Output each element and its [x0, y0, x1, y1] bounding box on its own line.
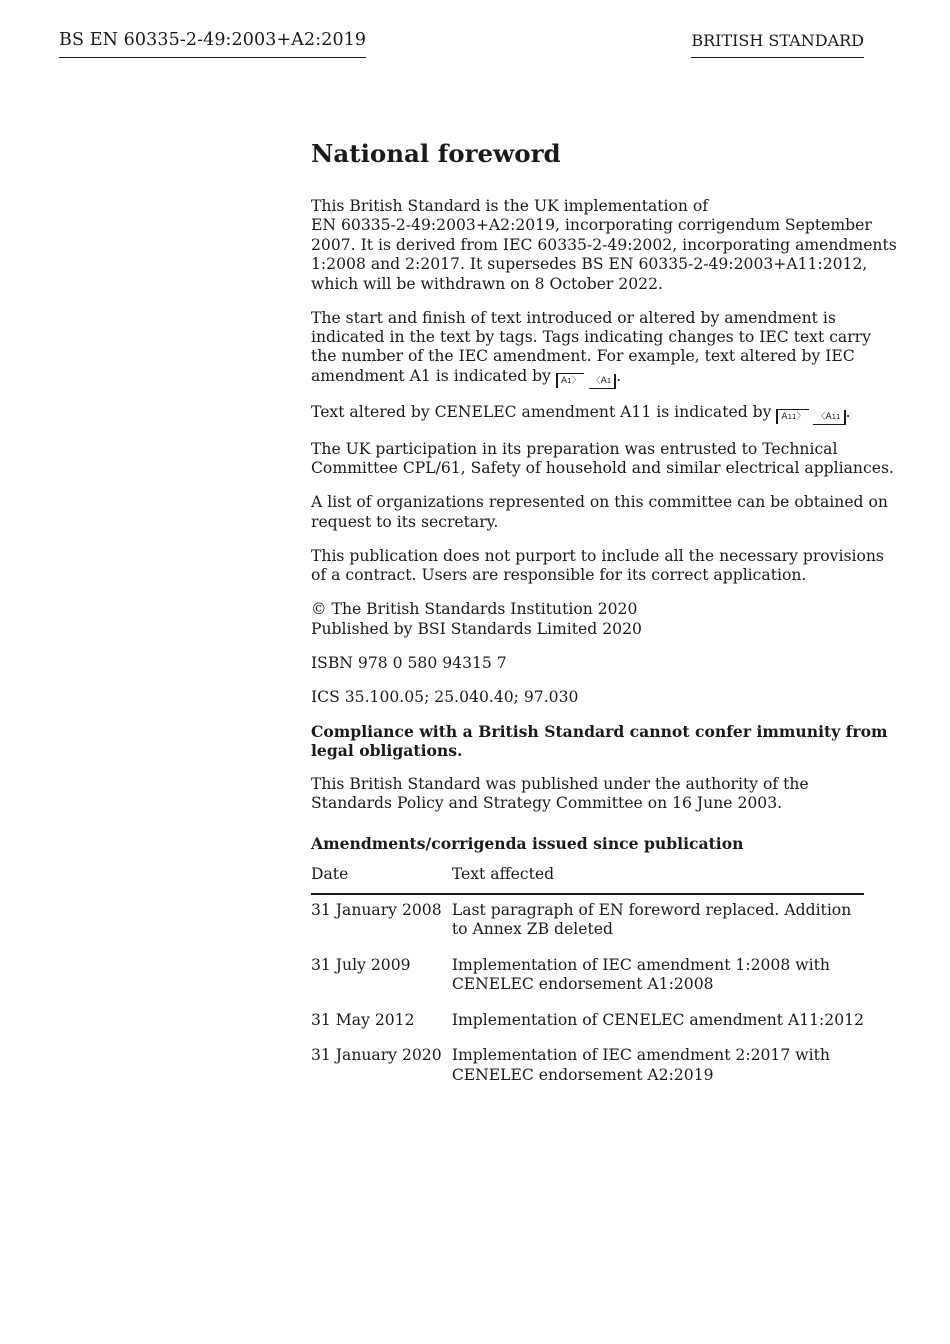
text-line: CENELEC endorsement A1:2008 [451, 975, 714, 994]
isbn: ISBN 978 0 580 94315 7 [311, 653, 507, 672]
text-line: © The British Standards Institution 2020 [311, 600, 638, 619]
text-line: Implementation of IEC amendment 2:2017 with [451, 1046, 830, 1065]
row-date: 31 January 2020 [311, 1046, 442, 1065]
page-title: National foreword [311, 139, 561, 168]
table-row [311, 1011, 864, 1047]
text-line: Last paragraph of EN foreword replaced. Addition [451, 900, 852, 919]
text-line: Implementation of IEC amendment 1:2008 with [451, 955, 830, 974]
cenelec-tag-paragraph [311, 403, 866, 425]
text-line: This British Standard was published under the authority of the [311, 775, 809, 794]
table-row [311, 956, 864, 1011]
column-header-date: Date [311, 864, 452, 894]
text-line: legal obligations. [311, 741, 463, 761]
row-date: 31 January 2008 [311, 900, 442, 919]
text-segment: Text altered by CENELEC amendment A11 is indicated by [311, 403, 772, 422]
text-line: This publication does not purport to include all the necessary provisions [311, 546, 884, 565]
text-line: to Annex ZB deleted [451, 920, 613, 939]
copyright-paragraph [311, 600, 866, 639]
row-text-affected [452, 1011, 864, 1047]
text-line: EN 60335-2-49:2003+A2:2019, incorporating corrigendum September [311, 216, 872, 235]
column-header-text-affected: Text affected [452, 864, 864, 894]
amendment-a11-close-tag-icon: 〈A11 [813, 410, 845, 425]
text-line: Compliance with a British Standard cannot confer immunity from [311, 721, 888, 741]
amendments-table [311, 864, 864, 1102]
row-date: 31 May 2012 [311, 1010, 415, 1029]
row-date: 31 July 2009 [311, 955, 411, 974]
row-text-affected [452, 1046, 864, 1101]
row-text-affected [452, 956, 864, 1011]
implementation-paragraph [311, 197, 897, 294]
text-line: The start and finish of text introduced or altered by amendment is [311, 308, 836, 327]
text-line: indicated in the text by tags. Tags indicating changes to IEC text carry [311, 328, 871, 347]
text-line: The UK participation in its preparation was entrusted to Technical [311, 440, 838, 459]
authority-paragraph [311, 775, 866, 814]
text-line: 2007. It is derived from IEC 60335-2-49:2002, incorporating amendments [311, 235, 897, 254]
table-header-row [311, 864, 864, 894]
text-line: of a contract. Users are responsible for its correct application. [311, 566, 807, 585]
organizations-paragraph [311, 493, 888, 532]
ics: ICS 35.100.05; 25.040.40; 97.030 [311, 687, 579, 706]
compliance-notice [311, 721, 888, 761]
text-line: the number of the IEC amendment. For example, text altered by IEC [311, 347, 855, 366]
period: . [616, 366, 622, 385]
text-line: request to its secretary. [311, 512, 499, 531]
row-text-affected [452, 894, 864, 956]
amendment-a1-open-tag-icon: A1〉 [556, 373, 584, 388]
table-row [311, 894, 864, 956]
foreword-content [311, 138, 897, 1101]
running-head-doc-code: BS EN 60335-2-49:2003+A2:2019 [59, 30, 366, 58]
text-segment: amendment A1 is indicated by [311, 366, 551, 385]
running-head-series: BRITISH STANDARD [691, 31, 864, 58]
tags-paragraph [311, 308, 871, 389]
text-line: A list of organizations represented on this committee can be obtained on [311, 493, 888, 512]
provisions-paragraph [311, 546, 884, 586]
text-line: Implementation of CENELEC amendment A11:2012 [451, 1010, 864, 1029]
table-row [311, 1046, 864, 1101]
text-line: This British Standard is the UK implementation of [311, 197, 709, 215]
amendment-a1-close-tag-icon: 〈A1 [589, 374, 617, 389]
period: . [845, 403, 851, 422]
text-line: Standards Policy and Strategy Committee on 16 June 2003. [311, 794, 783, 813]
amendment-a11-open-tag-icon: A11〉 [776, 409, 808, 424]
text-line: which will be withdrawn on 8 October 2022. [311, 274, 663, 293]
amendments-heading: Amendments/corrigenda issued since publication [311, 833, 744, 853]
participation-paragraph [311, 440, 894, 479]
text-line: Published by BSI Standards Limited 2020 [311, 619, 642, 638]
text-line: CENELEC endorsement A2:2019 [451, 1065, 714, 1084]
text-line: 1:2008 and 2:2017. It supersedes BS EN 60335-2-49:2003+A11:2012, [311, 255, 868, 274]
text-line: Committee CPL/61, Safety of household and similar electrical appliances. [311, 459, 894, 478]
text-line [311, 367, 866, 389]
